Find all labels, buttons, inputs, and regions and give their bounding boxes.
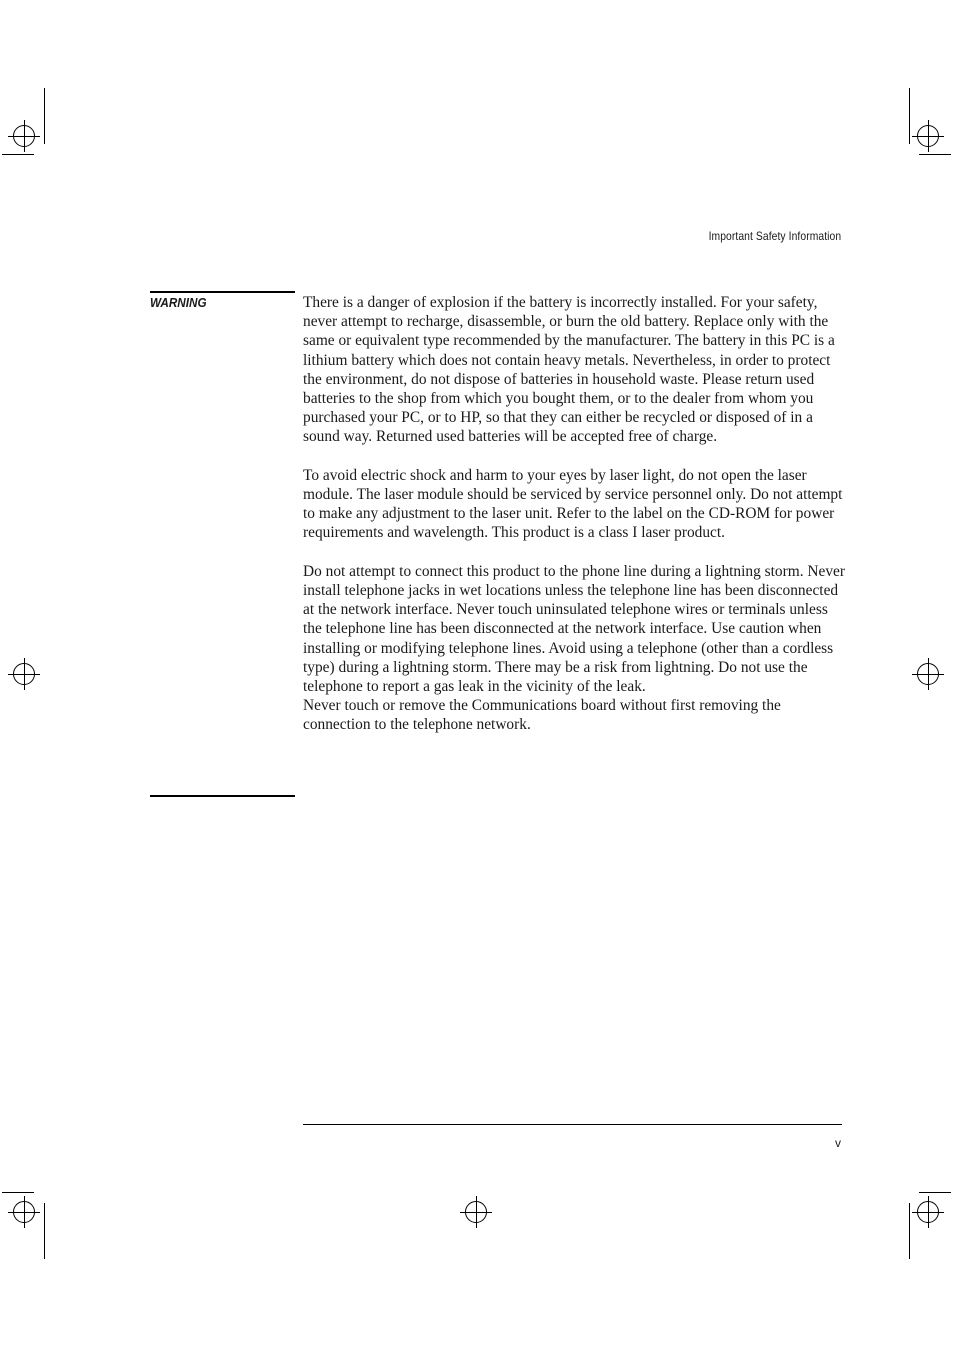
footer-rule [303,1124,842,1125]
registration-mark-icon [13,125,35,147]
registration-mark-icon [465,1201,487,1223]
registration-mark-icon [917,1201,939,1223]
warning-paragraph-battery: There is a danger of explosion if the battery is incorrectly installed. For your safety, never attempt to recharge, disassemble, or burn the old battery. Replace only with the same or equivalent type recommended by the manufacturer. The battery in this PC is a lithium battery which does not contain heavy metals. Nevertheless, in order to protect the environment, do not dispose of batteries in household waste. Please return used batteries to the shop from which you bought them, or to the dealer from whom you purchased your PC, or to HP, so that they can either be recycled or disposed of in a sound way. Returned used batteries will be accepted free of charge. [303,294,835,446]
warning-rule-bottom [150,795,295,797]
registration-mark-icon [13,663,35,685]
running-header: Important Safety Information [708,229,841,243]
registration-mark-icon [917,125,939,147]
crop-mark [2,154,34,155]
crop-mark [44,1203,45,1259]
crop-mark [919,1192,951,1193]
warning-paragraph-laser: To avoid electric shock and harm to your eyes by laser light, do not open the laser module. The laser module should be serviced by service personnel only. Do not attempt to make any adjustment to the laser unit. Refer to the label on the CD-ROM for power requirements and wavelength. This product is a class I laser product. [303,466,843,542]
warning-paragraph-telephone: Do not attempt to connect this product to the phone line during a lightning storm. Never install telephone jacks in wet locations unless the telephone line has been disconnected at the network interface. Never touch uninsulated telephone wires or terminals unless the telephone line has been disconnected at the network interface. Use caution when installing or modifying telephone lines. Avoid using a telephone (other than a cordless type) during a lightning storm. There may be a risk from lightning. Do not use the telephone to report a gas leak in the vicinity of the leak. [303,562,845,696]
crop-mark [919,154,951,155]
crop-mark [44,88,45,144]
warning-label: WARNING [150,295,207,310]
page-number: v [835,1136,841,1150]
warning-rule-top [150,291,295,293]
registration-mark-icon [13,1201,35,1223]
crop-mark [909,88,910,144]
registration-mark-icon [917,663,939,685]
warning-paragraph-communications: Never touch or remove the Communications board without first removing the connection to the telephone network. [303,697,781,734]
warning-body [303,293,848,735]
crop-mark [2,1192,34,1193]
crop-mark [909,1203,910,1259]
